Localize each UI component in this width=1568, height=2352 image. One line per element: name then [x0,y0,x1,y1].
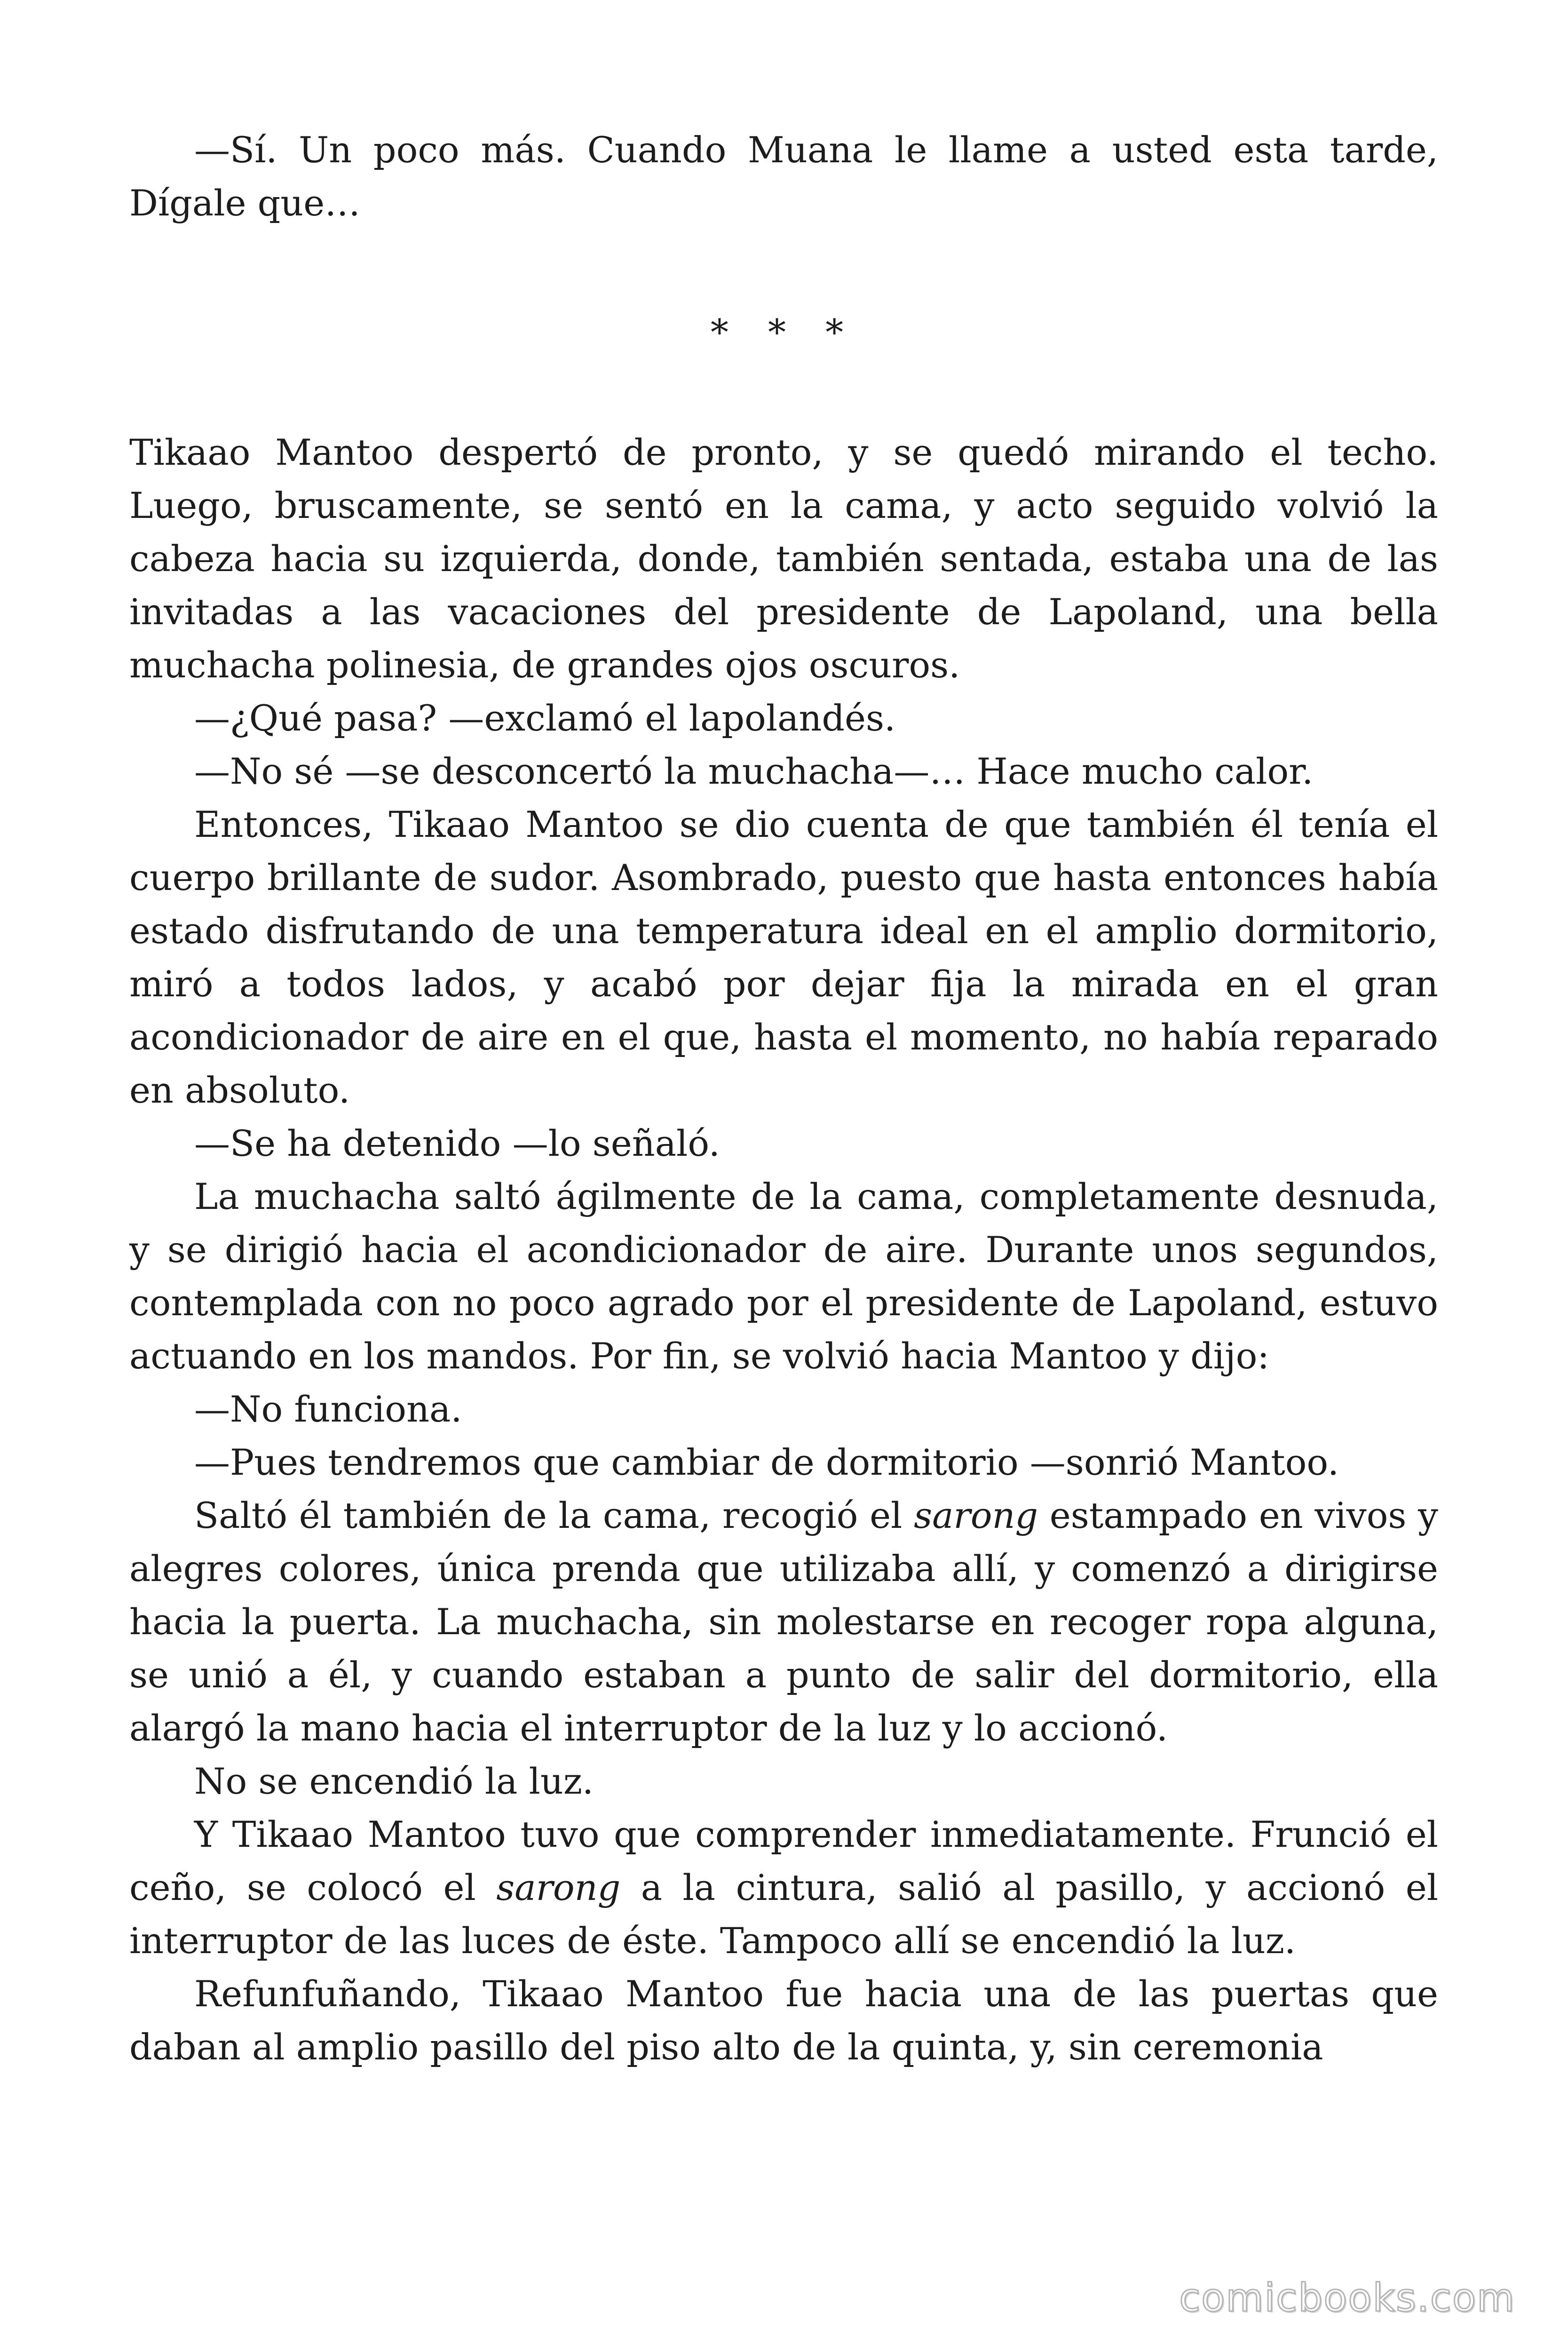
paragraph: —Sí. Un poco más. Cuando Muana le llame a usted esta tarde, Dígale que… [129,129,1438,224]
paragraph: —¿Qué pasa? —exclamó el lapolandés. [194,697,896,739]
paragraph: No se encendió la luz. [194,1760,594,1802]
italic-word: sarong [496,1867,621,1908]
text-run: estampado en vivos y alegres colores, única prenda que utilizaba allí, y comenzó a dirigirse hacia la puerta. La muchacha, sin molestarse en recoger ropa alguna, se unió a él, y cuando estaban a punto de salir del dormitorio, ella alargó la mano hacia el interruptor de la luz y lo accionó. [129,1494,1438,1749]
paragraph [129,1489,1438,1755]
text-run: a la cintura, salió al pasillo, y accionó el interruptor de las luces de éste. Tampoco allí se encendió la luz. [129,1867,1439,1962]
paragraph: Entonces, Tikaao Mantoo se dio cuenta de que también él tenía el cuerpo brillante de sudor. Asombrado, puesto que hasta entonces había estado disfrutando de una temperatura ideal en el amplio dormitorio, miró a todos lados, y acabó por dejar fija la mirada en el gran acondicionador de aire en el que, hasta el momento, no había reparado en absoluto. [129,803,1438,1111]
watermark: comicbooks.com [1179,2276,1515,2320]
text-run: Y Tikaao Mantoo tuvo que comprender inmediatamente. Frunció el ceño, se colocó el [129,1813,1438,1908]
paragraph: —Pues tendremos que cambiar de dormitorio —sonrió Mantoo. [194,1441,1339,1483]
main-text [129,426,1438,2074]
paragraph: Refunfuñando, Tikaao Mantoo fue hacia una de las puertas que daban al amplio pasillo del piso alto de la quinta, y, sin ceremonia [129,1973,1438,2068]
paragraph [129,1808,1438,1967]
text-run: Saltó él también de la cama, recogió el [194,1494,914,1536]
italic-word: sarong [914,1494,1038,1536]
paragraph: La muchacha saltó ágilmente de la cama, completamente desnuda, y se dirigió hacia el acondicionador de aire. Durante unos segundos, contemplada con no poco agrado por el presidente de Lapoland, estuvo actuando en los mandos. Por fin, se volvió hacia Mantoo y dijo: [129,1176,1438,1377]
paragraph: —No sé —se desconcertó la muchacha—… Hace mucho calor. [194,750,1314,792]
paragraph: Tikaao Mantoo despertó de pronto, y se quedó mirando el techo. Luego, bruscamente, se sentó en la cama, y acto seguido volvió la cabeza hacia su izquierda, donde, también sentada, estaba una de las invitadas a las vacaciones del presidente de Lapoland, una bella muchacha polinesia, de grandes ojos oscuros. [129,431,1438,686]
paragraph: —Se ha detenido —lo señaló. [194,1122,720,1164]
paragraph: —No funciona. [194,1388,462,1430]
intro-text [129,123,1438,230]
section-separator: * * * [710,311,858,353]
